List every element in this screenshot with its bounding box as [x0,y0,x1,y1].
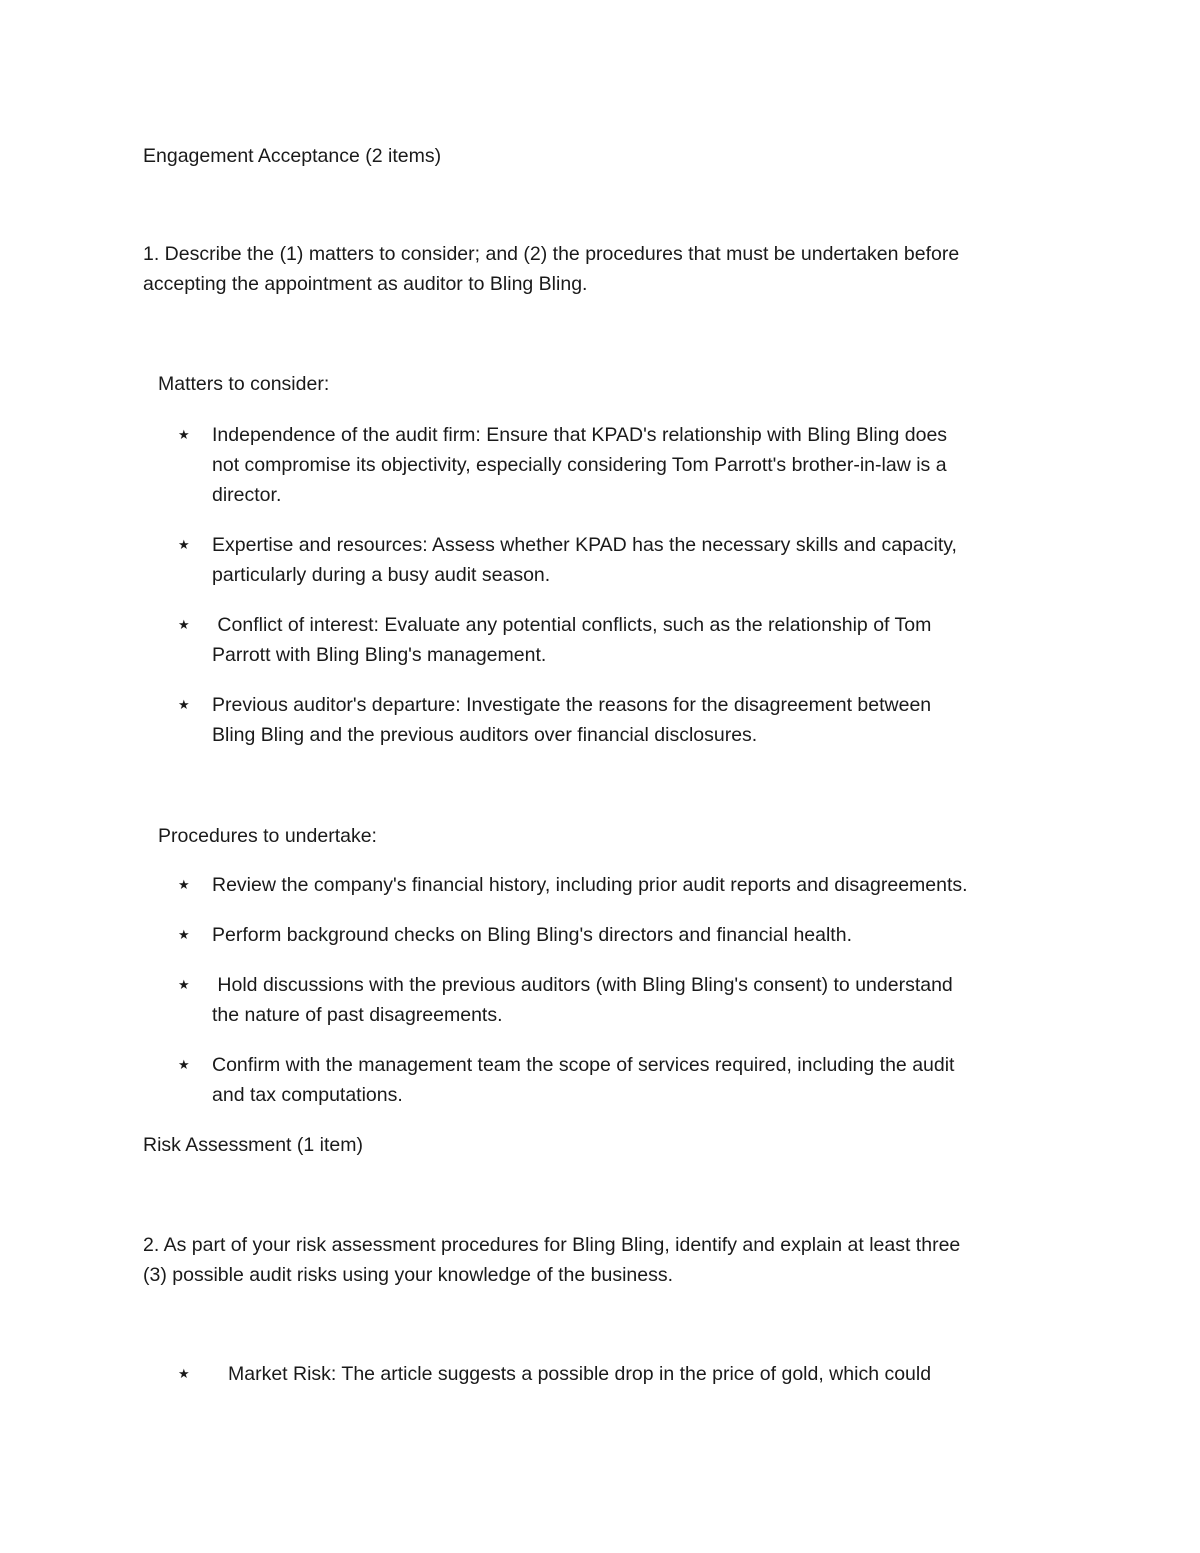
section-heading-risk-assessment: Risk Assessment (1 item) [143,1134,363,1156]
question-1-line-2: accepting the appointment as auditor to Bling Bling. [143,273,588,295]
star-icon: ★ [178,427,190,442]
procedures-bullet-4-text: Confirm with the management team the scope of services required, including the audit and tax computations. [212,1054,955,1106]
question-2 [143,1230,1063,1290]
star-icon: ★ [178,927,190,942]
star-icon: ★ [178,697,190,712]
matters-bullet-4-text: Previous auditor's departure: Investigate the reasons for the disagreement between Bling Bling and the previous auditors over financial disclosures. [212,694,932,746]
star-icon: ★ [178,877,190,892]
matters-bullet-2-text: Expertise and resources: Assess whether KPAD has the necessary skills and capacity, particularly during a busy audit season. [212,534,957,586]
star-icon: ★ [178,1366,190,1381]
question-1 [143,239,1063,299]
star-icon: ★ [178,617,190,632]
section-heading-engagement-acceptance: Engagement Acceptance (2 items) [143,145,442,167]
procedures-heading: Procedures to undertake: [158,825,377,847]
question-2-line-1: 2. As part of your risk assessment procedures for Bling Bling, identify and explain at least three [143,1234,961,1256]
procedures-bullet-3-text: Hold discussions with the previous auditors (with Bling Bling's consent) to understand the nature of past disagreements. [212,974,953,1026]
star-icon: ★ [178,977,190,992]
risk-bullet-1-text: Market Risk: The article suggests a possible drop in the price of gold, which could [228,1363,932,1385]
star-icon: ★ [178,537,190,552]
star-icon: ★ [178,1057,190,1072]
procedures-bullet-2-text: Perform background checks on Bling Bling's directors and financial health. [212,924,852,946]
question-2-line-2: (3) possible audit risks using your knowledge of the business. [143,1264,674,1286]
procedures-bullet-1-text: Review the company's financial history, including prior audit reports and disagreements. [212,874,968,896]
matters-heading: Matters to consider: [158,373,330,395]
matters-bullet-3-text: Conflict of interest: Evaluate any potential conflicts, such as the relationship of Tom Parrott with Bling Bling's management. [212,614,932,666]
matters-bullet-1-text: Independence of the audit firm: Ensure that KPAD's relationship with Bling Bling does not compromise its objectivity, especially considering Tom Parrott's brother-in-law is a director. [212,424,948,506]
question-1-line-1: 1. Describe the (1) matters to consider; and (2) the procedures that must be undertaken before [143,243,960,265]
